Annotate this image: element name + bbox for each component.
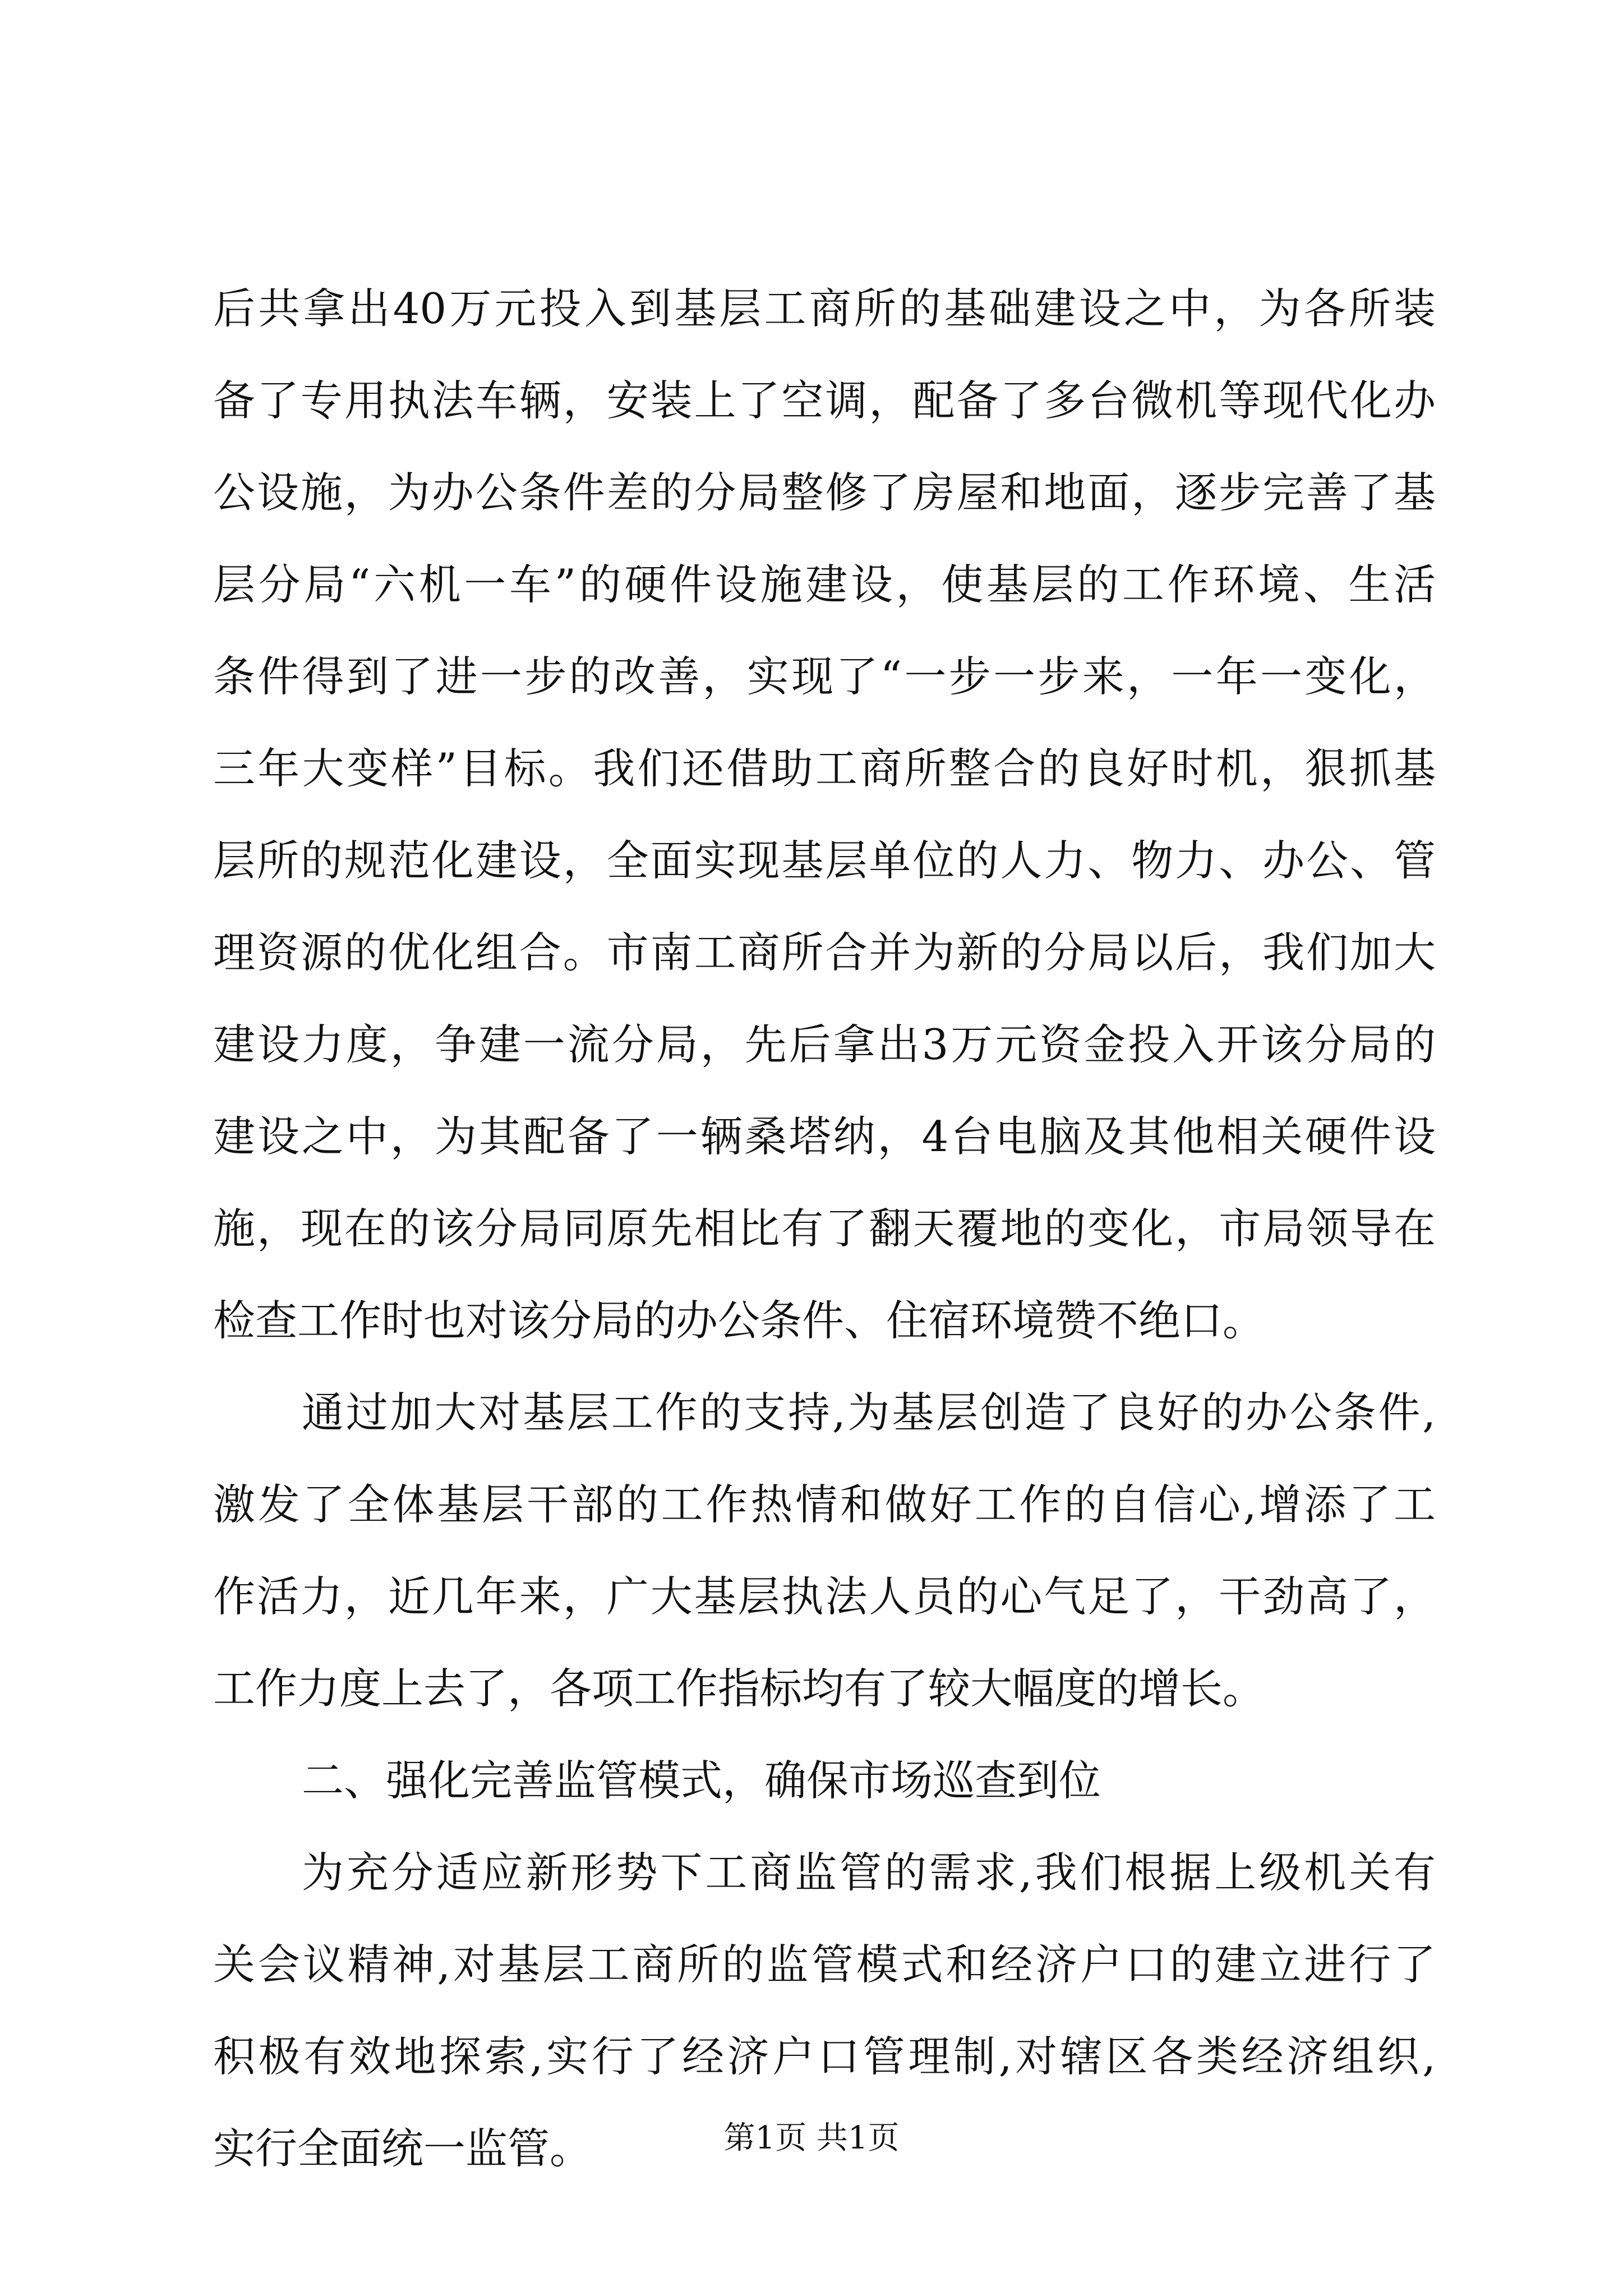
text-line: 建设之中，为其配备了一辆桑塔纳，4台电脑及其他相关硬件设 bbox=[213, 1112, 1436, 1161]
text-line: 公设施，为办公条件差的分局整修了房屋和地面，逐步完善了基 bbox=[213, 468, 1436, 517]
text-line: 激发了全体基层干部的工作热情和做好工作的自信心,增添了工 bbox=[213, 1480, 1436, 1529]
text-line: 后共拿出40万元投入到基层工商所的基础建设之中，为各所装 bbox=[213, 284, 1436, 333]
page-footer: 第1页 共1页 bbox=[723, 2120, 900, 2156]
text-line: 理资源的优化组合。市南工商所合并为新的分局以后，我们加大 bbox=[213, 928, 1436, 977]
paragraph-last-line: 检查工作时也对该分局的办公条件、住宿环境赞不绝口。 bbox=[213, 1296, 1265, 1345]
text-line: 建设力度，争建一流分局，先后拿出3万元资金投入开该分局的 bbox=[213, 1020, 1436, 1069]
text-line: 层所的规范化建设，全面实现基层单位的人力、物力、办公、管 bbox=[213, 836, 1436, 885]
text-line: 关会议精神,对基层工商所的监管模式和经济户口的建立进行了 bbox=[213, 1940, 1436, 1989]
text-line: 积极有效地探索,实行了经济户口管理制,对辖区各类经济组织, bbox=[213, 2032, 1436, 2081]
text-line: 层分局“六机一车”的硬件设施建设，使基层的工作环境、生活 bbox=[213, 560, 1436, 609]
paragraph-first-line: 为充分适应新形势下工商监管的需求,我们根据上级机关有 bbox=[302, 1848, 1436, 1897]
text-line: 条件得到了进一步的改善，实现了“一步一步来，一年一变化， bbox=[213, 652, 1436, 701]
section-heading: 二、强化完善监管模式，确保市场巡查到位 bbox=[302, 1756, 1101, 1805]
paragraph-first-line: 通过加大对基层工作的支持,为基层创造了良好的办公条件, bbox=[302, 1388, 1436, 1437]
paragraph-last-line: 实行全面统一监管。 bbox=[213, 2124, 592, 2173]
text-line: 三年大变样”目标。我们还借助工商所整合的良好时机，狠抓基 bbox=[213, 744, 1436, 793]
paragraph-last-line: 工作力度上去了，各项工作指标均有了较大幅度的增长。 bbox=[213, 1664, 1265, 1713]
text-line: 作活力，近几年来，广大基层执法人员的心气足了，干劲高了， bbox=[213, 1572, 1436, 1621]
text-line: 施，现在的该分局同原先相比有了翻天覆地的变化，市局领导在 bbox=[213, 1204, 1436, 1253]
text-line: 备了专用执法车辆，安装上了空调，配备了多台微机等现代化办 bbox=[213, 376, 1436, 425]
body-text bbox=[213, 263, 1436, 2194]
